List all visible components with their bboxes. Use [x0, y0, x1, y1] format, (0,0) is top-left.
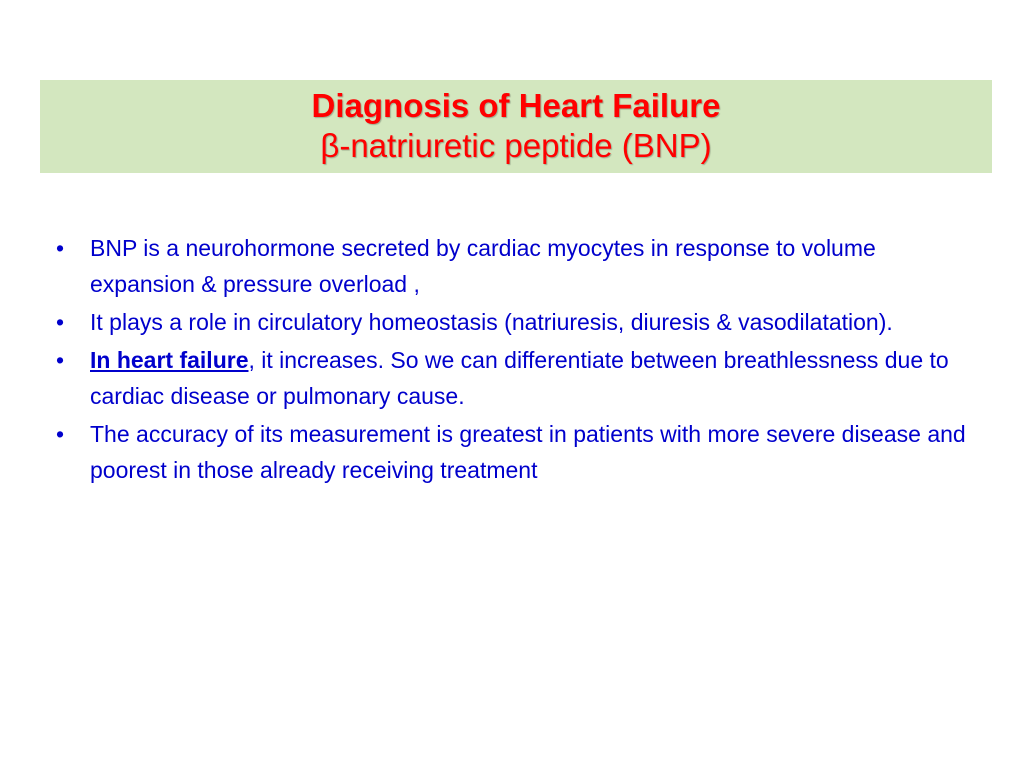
- bullet-dot-icon: •: [56, 421, 65, 447]
- slide-title: Diagnosis of Heart Failure: [311, 87, 721, 124]
- bullet-item: [56, 342, 986, 414]
- bullet-list: [56, 230, 986, 490]
- bullet-text: BNP is a neurohormone secreted by cardiac myocytes in response to volume expansion & pressure overload ,: [90, 235, 876, 297]
- bullet-dot-icon: •: [56, 309, 65, 335]
- bullet-text: , it increases. So we can differentiate between breathlessness due to cardiac disease or pulmonary cause.: [90, 347, 949, 409]
- bullet-item: [56, 230, 986, 302]
- bullet-item: [56, 416, 986, 488]
- bullet-text: It plays a role in circulatory homeostasis (natriuresis, diuresis & vasodilatation).: [90, 309, 893, 335]
- bullet-dot-icon: •: [56, 235, 65, 261]
- bullet-highlight: In heart failure: [90, 347, 249, 373]
- title-band: [40, 80, 992, 173]
- bullet-dot-icon: •: [56, 347, 65, 373]
- bullet-item: [56, 304, 986, 340]
- slide-subtitle: β-natriuretic peptide (BNP): [320, 127, 712, 164]
- bullet-text: The accuracy of its measurement is greatest in patients with more severe disease and poorest in those already receiving treatment: [90, 421, 966, 483]
